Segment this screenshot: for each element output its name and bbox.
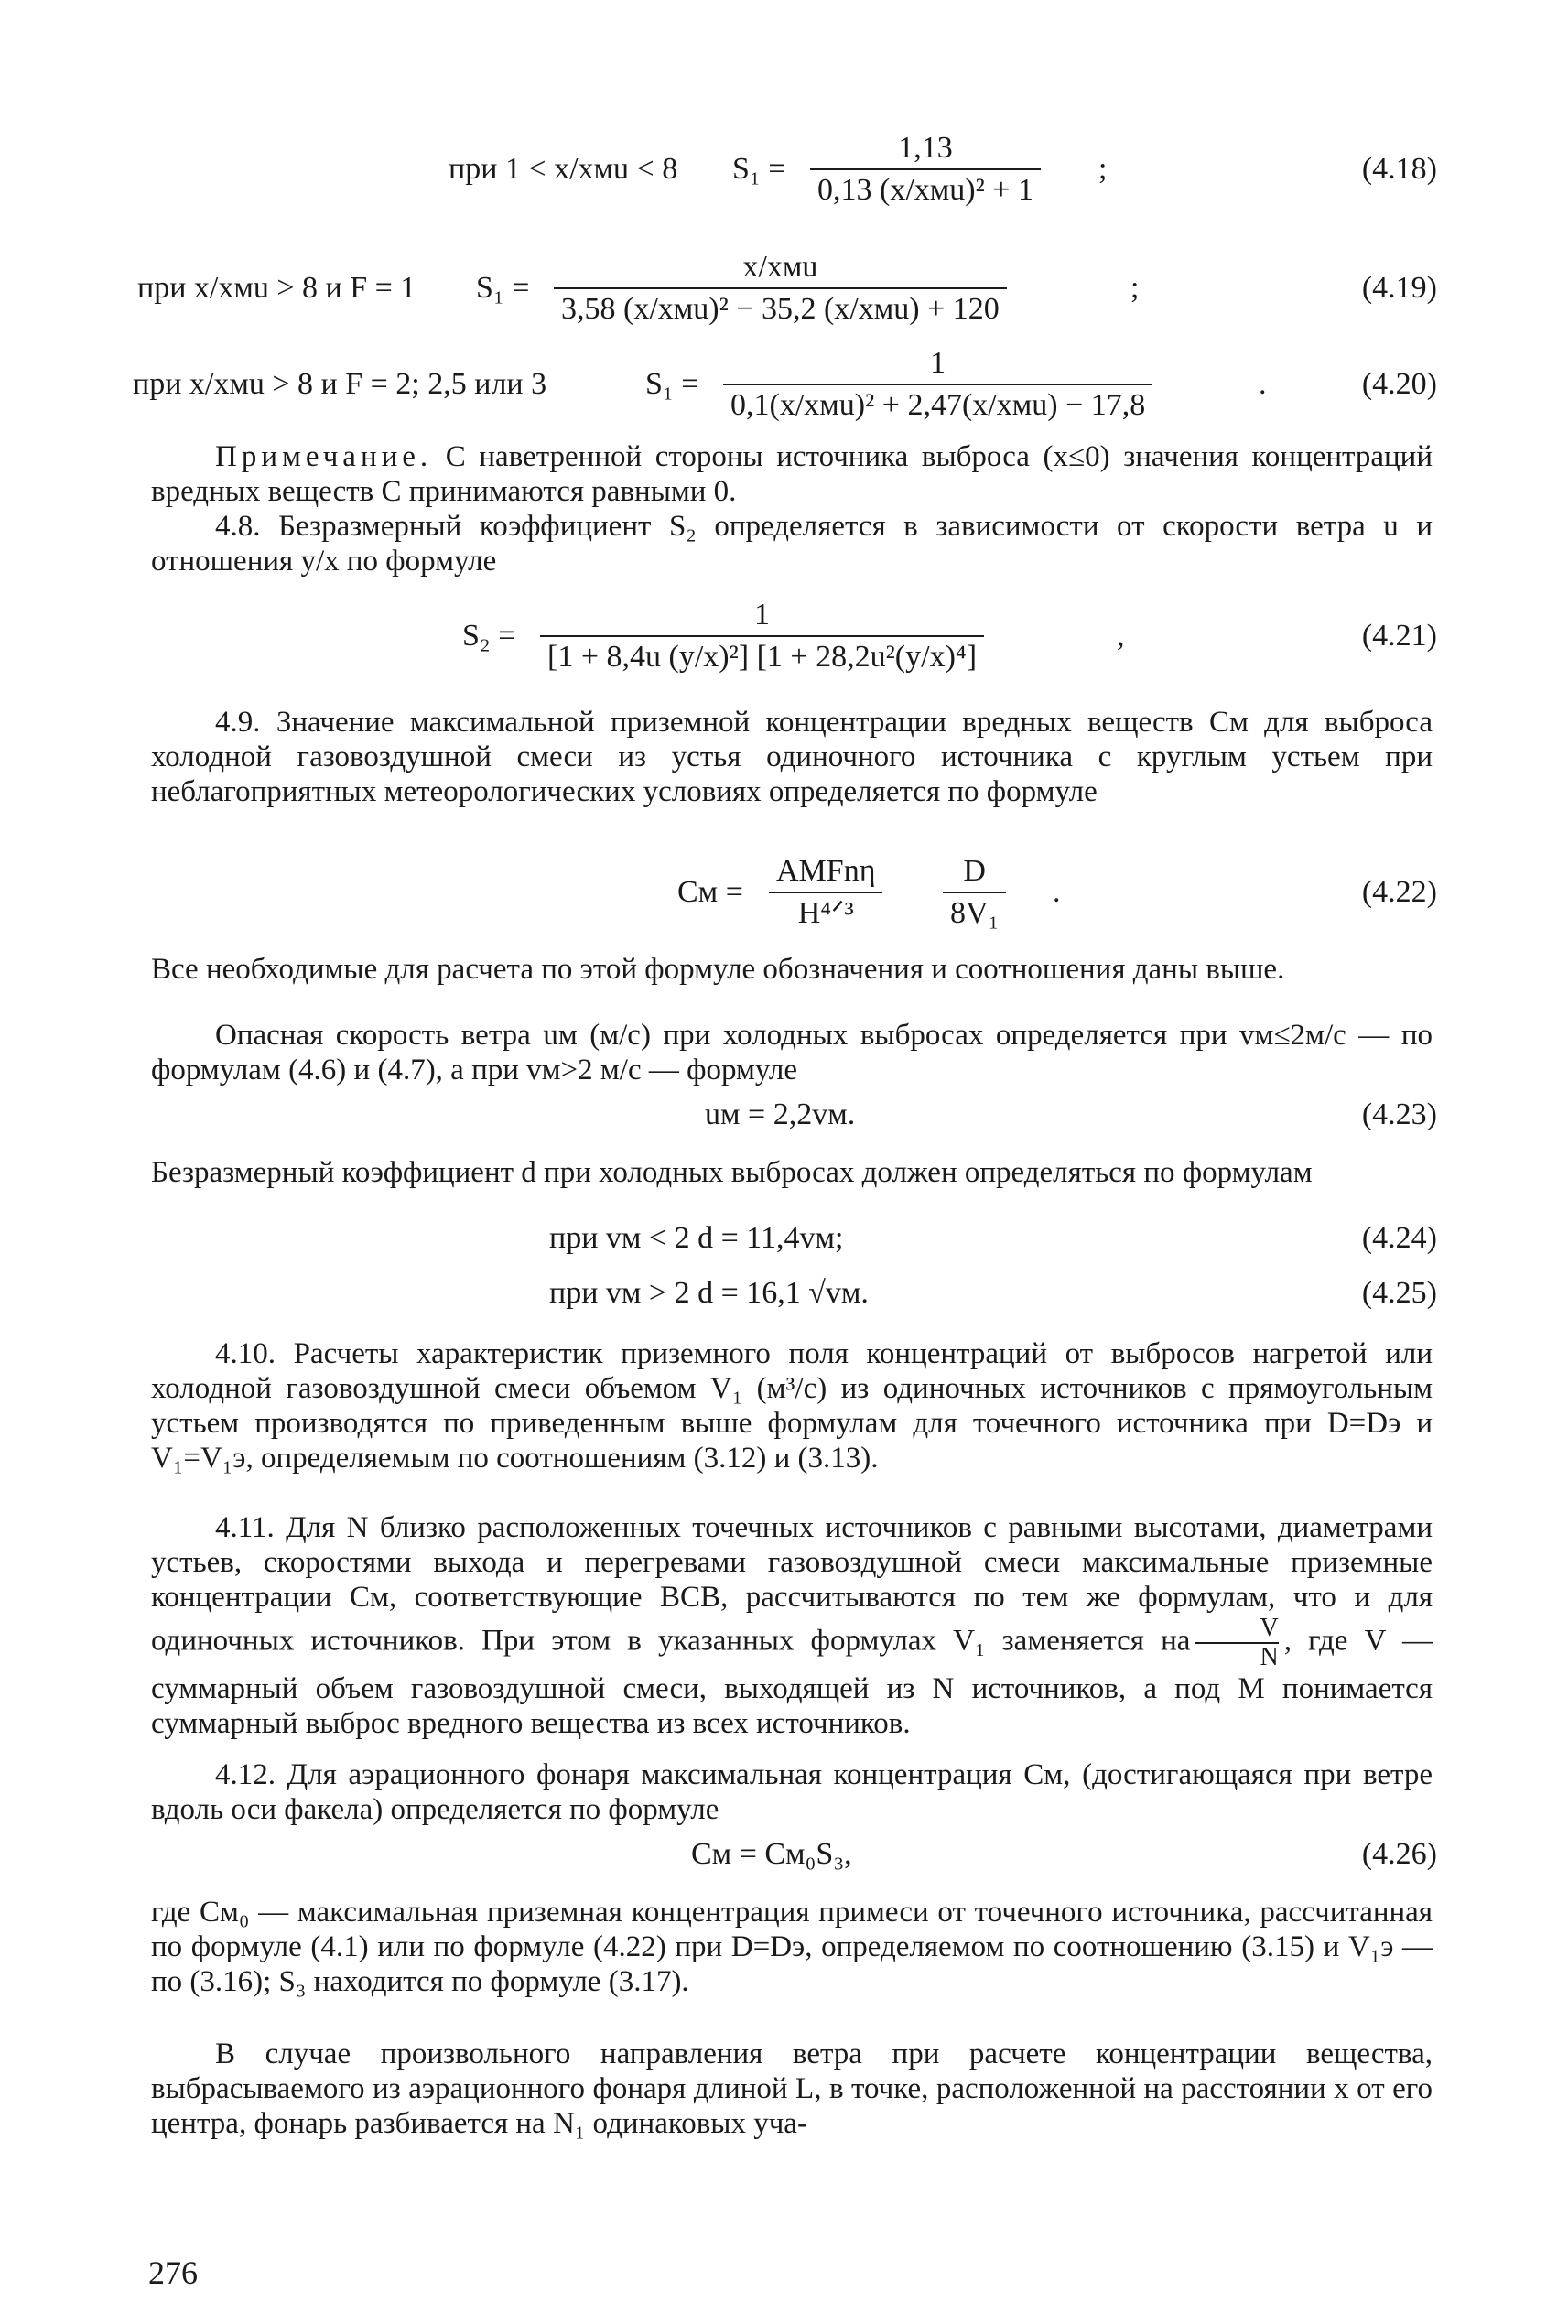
- punct: ;: [1098, 152, 1108, 186]
- equation-4-24: [137, 1213, 1437, 1264]
- fraction-2: [943, 851, 1006, 934]
- paragraph-coefficient-d: Безразмерный коэффициент d при холодных выбросах должен определяться по формулам: [151, 1156, 1313, 1189]
- denominator: N: [1260, 1643, 1279, 1671]
- condition: при x/xмu > 8 и F = 2; 2,5 или 3: [133, 367, 547, 401]
- p411-part2: , где V — суммарный объем газовоздушной смеси, выходящей из N источников, а под M понимается суммарный выброс вредного вещества из всех источников.: [151, 1624, 1433, 1740]
- paragraph-where: где Cм₀ — максимальная приземная концентрация примеси от точечного источника, рассчитанная по формуле (4.1) или по формуле (4.22) при D=Dэ, определяемом по соотношению (3.15) и V₁э — по (3.16); S₃ находится по формуле (3.17).: [151, 1896, 1433, 1998]
- paragraph-4-8: 4.8. Безразмерный коэффициент S₂ определяется в зависимости от скорости ветра u и отношения y/x по формуле: [151, 510, 1433, 578]
- note-text: С наветренной стороны источника выброса (x≤0) значения концентраций вредных веществ C принимаются равными 0.: [151, 440, 1433, 508]
- lhs: S₂ =: [462, 619, 516, 653]
- equation-text: при vм > 2 d = 16,1 √vм.: [549, 1276, 869, 1310]
- equation-4-22: [137, 851, 1437, 934]
- paragraph-wind-speed: Опасная скорость ветра uм (м/с) при холодных выбросах определяется при vм≤2м/с — по формулам (4.6) и (4.7), а при vм>2 м/с — формуле: [151, 1019, 1433, 1086]
- equation-number: (4.19): [1361, 271, 1437, 305]
- numerator: 1: [754, 598, 771, 632]
- condition: при x/xмu > 8 и F = 1: [137, 271, 416, 305]
- note-paragraph: [151, 439, 1433, 509]
- numerator: D: [963, 854, 986, 888]
- equation-number: (4.22): [1361, 875, 1437, 909]
- fraction: [723, 343, 1152, 426]
- equation-4-25: [137, 1268, 1437, 1319]
- paragraph-4-12: 4.12. Для аэрационного фонаря максимальная концентрация Cм, (достигающаяся при ветре вдоль оси факела) определяется по формуле: [151, 1758, 1433, 1826]
- equation-text: uм = 2,2vм.: [705, 1097, 856, 1131]
- fraction: [540, 595, 984, 677]
- paragraph-4-9: 4.9. Значение максимальной приземной концентрации вредных веществ Cм для выброса холодной газовоздушной смеси из устья одиночного источника с круглым устьем при неблагоприятных метеорологических условиях определяется по формуле: [151, 706, 1433, 808]
- equation-4-19: [137, 247, 1437, 330]
- equation-4-21: [137, 595, 1437, 677]
- denominator: 0,1(x/xмu)² + 2,47(x/xмu) − 17,8: [730, 388, 1146, 422]
- lhs: S₁ =: [732, 152, 786, 186]
- v-over-n-fraction: [1195, 1615, 1278, 1671]
- punct: .: [1053, 875, 1061, 909]
- paragraph-4-10: 4.10. Расчеты характеристик приземного поля концентраций от выбросов нагретой или холодной газовоздушной смеси объемом V₁ (м³/с) из одиночных источников с прямоугольным устьем производятся по приведенным выше формулам для точечного источника при D=Dэ и V₁=V₁э, определяемым по соотношениям (3.12) и (3.13).: [151, 1337, 1433, 1475]
- equation-number: (4.20): [1361, 367, 1437, 401]
- equation-number: (4.21): [1361, 619, 1437, 653]
- numerator: x/xмu: [742, 250, 818, 284]
- denominator: H⁴ᐟ³: [797, 896, 854, 930]
- punct: .: [1259, 367, 1267, 401]
- condition: при 1 < x/xмu < 8: [449, 152, 678, 186]
- p411-part1: 4.11. Для N близко расположенных точечных источников с равными высотами, диаметрами устьев, скоростями выхода и перегревами газовоздушной смеси максимальные приземные концентрации Cм, соответствующие ВСВ, рассчитываются по тем же формулам, что и для одиночных источников. При этом в указанных формулах V₁ заменяется на: [151, 1511, 1433, 1658]
- equation-4-18: [137, 128, 1437, 211]
- numerator: V: [1260, 1614, 1279, 1642]
- denominator: 0,13 (x/xмu)² + 1: [817, 173, 1033, 207]
- denominator: 8V₁: [950, 896, 1000, 930]
- lhs: Cм =: [677, 875, 743, 909]
- paragraph-all-needed: Все необходимые для расчета по этой формуле обозначения и соотношения даны выше.: [151, 953, 1285, 986]
- numerator: 1,13: [898, 131, 953, 165]
- denominator: [1 + 8,4u (y/x)²] [1 + 28,2u²(y/x)⁴]: [547, 640, 978, 674]
- equation-number: (4.18): [1361, 152, 1437, 186]
- lhs: S₁ =: [645, 367, 699, 401]
- page-number: 276: [148, 2254, 198, 2291]
- equation-number: (4.24): [1361, 1221, 1437, 1255]
- paragraph-4-11: [151, 1510, 1433, 1741]
- equation-number: (4.23): [1361, 1097, 1437, 1131]
- punct: ,: [1117, 619, 1125, 653]
- punct: ;: [1130, 271, 1140, 305]
- fraction: [810, 128, 1041, 211]
- note-label: Примечание.: [215, 440, 433, 473]
- paragraph-arbitrary-wind: В случае произвольного направления ветра при расчете концентрации вещества, выбрасываемого из аэрационного фонаря длиной L, в точке, расположенной на расстоянии x от его центра, фонарь разбивается на N₁ одинаковых уча-: [151, 2038, 1433, 2140]
- equation-text: при vм < 2 d = 11,4vм;: [549, 1221, 844, 1255]
- equation-text: Cм = Cм₀S₃,: [691, 1837, 852, 1871]
- equation-number: (4.26): [1361, 1837, 1437, 1871]
- fraction-1: [769, 851, 882, 934]
- denominator: 3,58 (x/xмu)² − 35,2 (x/xмu) + 120: [561, 292, 1000, 326]
- fraction: [554, 247, 1007, 330]
- equation-4-23: [137, 1089, 1437, 1140]
- lhs: S₁ =: [476, 271, 530, 305]
- equation-number: (4.25): [1361, 1276, 1437, 1310]
- equation-4-20: [133, 343, 1437, 426]
- equation-4-26: [137, 1829, 1437, 1880]
- numerator: 1: [930, 346, 946, 380]
- numerator: AMFnη: [776, 854, 876, 888]
